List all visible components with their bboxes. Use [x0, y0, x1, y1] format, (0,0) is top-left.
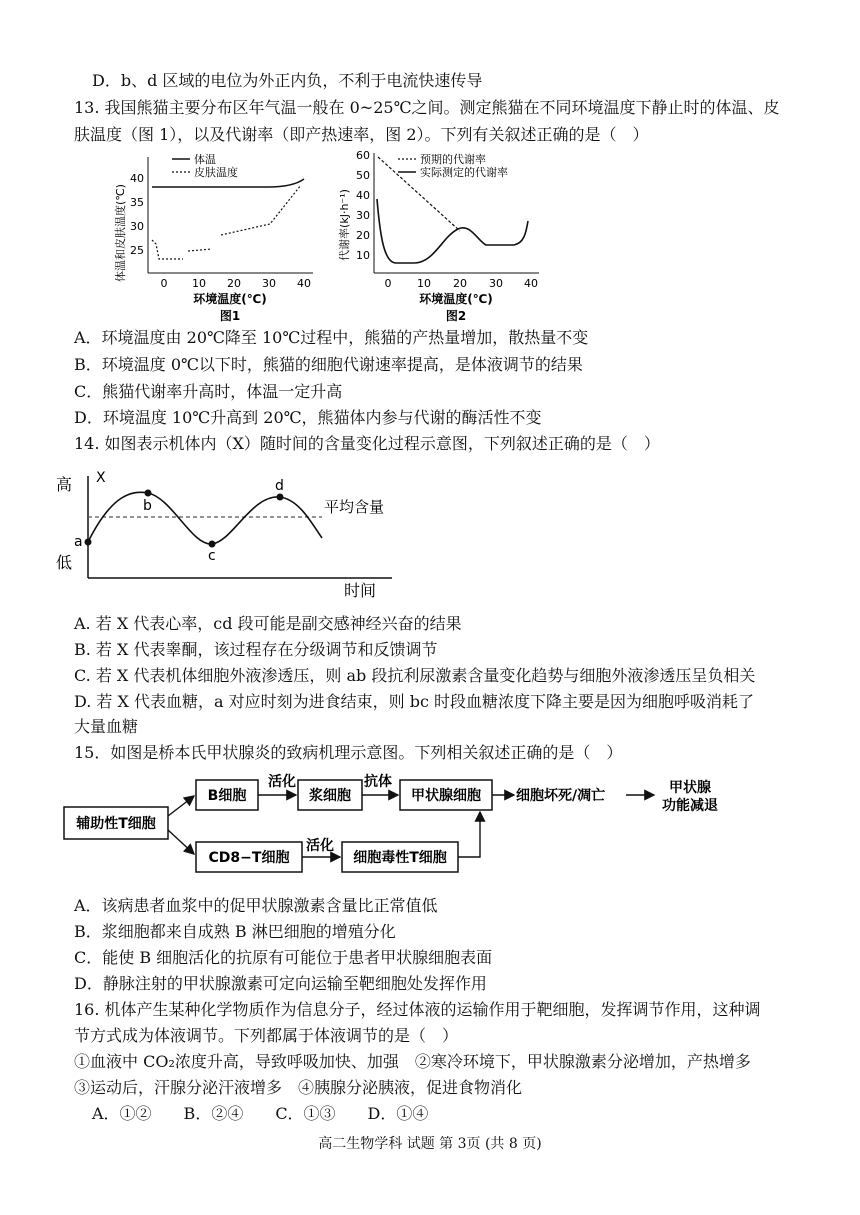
q14-time-label: 时间 — [344, 581, 377, 600]
q15-activate-label-2: 活化 — [306, 838, 334, 854]
q15-option-d: D．静脉注射的甲状腺激素可定向运输至靶细胞处发挥作用 — [74, 974, 487, 993]
fig1-ytick: 25 — [130, 244, 144, 257]
fig1-body-temp-line — [152, 179, 304, 187]
fig2-ylabel: 代谢率(kJ·h⁻¹) — [338, 189, 351, 261]
q13-option-c: C．熊猫代谢率升高时，体温一定升高 — [74, 382, 343, 401]
q16-stem-line2: 节方式成为体液调节。下列都属于体液调节的是（ ） — [74, 1026, 459, 1045]
q14-option-d-line2: 大量血糖 — [74, 717, 139, 736]
q15-cd8-t-cell: CD8−T细胞 — [208, 850, 290, 866]
q15-stem: 15．如图是桥本氏甲状腺炎的致病机理示意图。下列相关叙述正确的是（ ） — [74, 743, 623, 762]
q15-activate-label-1: 活化 — [268, 774, 296, 790]
q14-point-b — [145, 490, 152, 497]
q14-option-b: B. 若 X 代表睾酮，该过程存在分级调节和反馈调节 — [74, 640, 438, 659]
fig2-xtick: 0 — [384, 277, 392, 290]
q16-items-1-2: ①血液中 CO₂浓度升高，导致呼吸加快、加强 ②寒冷环境下，甲状腺激素分泌增加，产热增多 — [74, 1052, 751, 1071]
fig1-ytick: 35 — [130, 196, 144, 209]
q16-stem-line1: 16. 机体产生某种化学物质作为信息分子，经过体液的运输作用于靶细胞，发挥调节作用，这种调 — [74, 1000, 761, 1019]
fig1-xlabel: 环境温度(℃) — [193, 292, 267, 306]
fig1-xtick: 0 — [160, 277, 168, 290]
q15-option-a: A．该病患者血浆中的促甲状腺激素含量比正常值低 — [74, 896, 438, 915]
q14-label-c: c — [208, 548, 216, 564]
q15-helper-t-cell: 辅助性T细胞 — [76, 816, 156, 832]
fig2-ytick: 30 — [356, 209, 370, 222]
fig1-ylabel: 体温和皮肤温度(℃) — [114, 184, 127, 282]
fig2-ytick: 50 — [356, 169, 370, 182]
q15-plasma-cell: 浆细胞 — [309, 788, 351, 804]
q15-cytotoxic-t-cell: 细胞毒性T细胞 — [353, 850, 447, 866]
fig2-xtick: 30 — [489, 277, 503, 290]
q14-point-a — [85, 539, 92, 546]
fig2-xlabel: 环境温度(℃) — [419, 292, 493, 306]
fig1-xtick: 40 — [297, 277, 311, 290]
q12-option-d: D．b、d 区域的电位为外正内负，不利于电流快速传导 — [92, 71, 483, 90]
q13-stem-line2: 肤温度（图 1），以及代谢率（即产热速率，图 2）。下列有关叙述正确的是（ ） — [74, 125, 649, 144]
q15-figure — [60, 770, 760, 880]
q15-result-line2: 功能减退 — [662, 798, 718, 814]
q15-b-cell: B细胞 — [207, 788, 247, 804]
q15-necrosis-label: 细胞坏死/凋亡 — [516, 788, 606, 804]
fig1-legend-body-temp: 体温 — [194, 153, 216, 166]
fig2-legend-actual: 实际测定的代谢率 — [420, 166, 508, 179]
fig1-xtick: 10 — [192, 277, 206, 290]
fig2-xtick: 40 — [524, 277, 538, 290]
q14-low-label: 低 — [56, 553, 73, 572]
q15-antibody-label: 抗体 — [364, 774, 392, 790]
q14-option-a: A. 若 X 代表心率，cd 段可能是副交感神经兴奋的结果 — [74, 614, 462, 633]
q14-option-c: C. 若 X 代表机体细胞外液渗透压，则 ab 段抗利尿激素含量变化趋势与细胞外液渗透压呈负相关 — [74, 666, 756, 685]
q14-label-d: d — [275, 478, 284, 494]
fig1-xtick: 20 — [227, 277, 241, 290]
q13-stem-line1: 13. 我国熊猫主要分布区年气温一般在 0~25℃之间。测定熊猫在不同环境温度下静止时的体温、皮 — [74, 98, 780, 117]
fig2-ytick: 40 — [356, 189, 370, 202]
q15-option-b: B．浆细胞都来自成熟 B 淋巴细胞的增殖分化 — [74, 922, 396, 941]
fig1-skin-temp-segment — [221, 185, 301, 235]
q15-result-line1: 甲状腺 — [669, 780, 711, 796]
q14-curve — [88, 492, 322, 544]
q14-label-a: a — [74, 534, 83, 550]
fig2-ytick: 20 — [356, 229, 370, 242]
q16-options: A．①② B．②④ C．①③ D．①④ — [92, 1104, 429, 1123]
fig1-ytick: 30 — [130, 220, 144, 233]
q13-option-d: D．环境温度 10℃升高到 20℃，熊猫体内参与代谢的酶活性不变 — [74, 408, 542, 427]
fig2-actual-line — [377, 199, 528, 263]
q14-label-b: b — [143, 498, 152, 514]
q16-items-3-4: ③运动后，汗腺分泌汗液增多 ④胰腺分泌胰液，促进食物消化 — [74, 1078, 523, 1097]
q15-thyroid-cell: 甲状腺细胞 — [411, 788, 481, 804]
fig2-caption: 图2 — [445, 309, 467, 323]
fig1-skin-temp-segment — [152, 240, 183, 259]
q14-point-c — [209, 541, 216, 548]
fig2-ytick: 10 — [356, 249, 370, 262]
q14-stem: 14. 如图表示机体内（X）随时间的含量变化过程示意图，下列叙述正确的是（ ） — [74, 434, 660, 453]
q13-figure1 — [108, 145, 323, 325]
fig2-xtick: 20 — [453, 277, 467, 290]
q13-option-a: A．环境温度由 20℃降至 10℃过程中，熊猫的产热量增加，散热量不变 — [74, 328, 589, 347]
fig1-skin-temp-segment — [188, 249, 212, 251]
q14-figure — [52, 464, 412, 604]
fig2-xtick: 10 — [417, 277, 431, 290]
fig1-legend-skin-temp: 皮肤温度 — [194, 166, 238, 179]
page-footer: 高二生物学科 试题 第 3页 (共 8 页) — [318, 1136, 542, 1152]
q15-option-c: C．能使 B 细胞活化的抗原有可能位于患者甲状腺细胞表面 — [74, 948, 493, 967]
q14-average-label: 平均含量 — [324, 498, 385, 516]
fig1-ytick: 40 — [130, 172, 144, 185]
fig1-caption: 图1 — [219, 309, 241, 323]
fig2-legend-predicted: 预期的代谢率 — [420, 153, 486, 166]
q14-axis-x-label: X — [96, 470, 106, 486]
fig2-ytick: 60 — [356, 149, 370, 162]
q14-point-d — [277, 494, 284, 501]
fig1-xtick: 30 — [262, 277, 276, 290]
q14-high-label: 高 — [56, 475, 73, 494]
q13-option-b: B．环境温度 0℃以下时，熊猫的细胞代谢速率提高，是体液调节的结果 — [74, 355, 583, 374]
q14-option-d-line1: D. 若 X 代表血糖，a 对应时刻为进食结束，则 bc 时段血糖浓度下降主要是因为细胞呼吸消耗了 — [74, 692, 754, 711]
q13-figure2 — [334, 145, 549, 325]
